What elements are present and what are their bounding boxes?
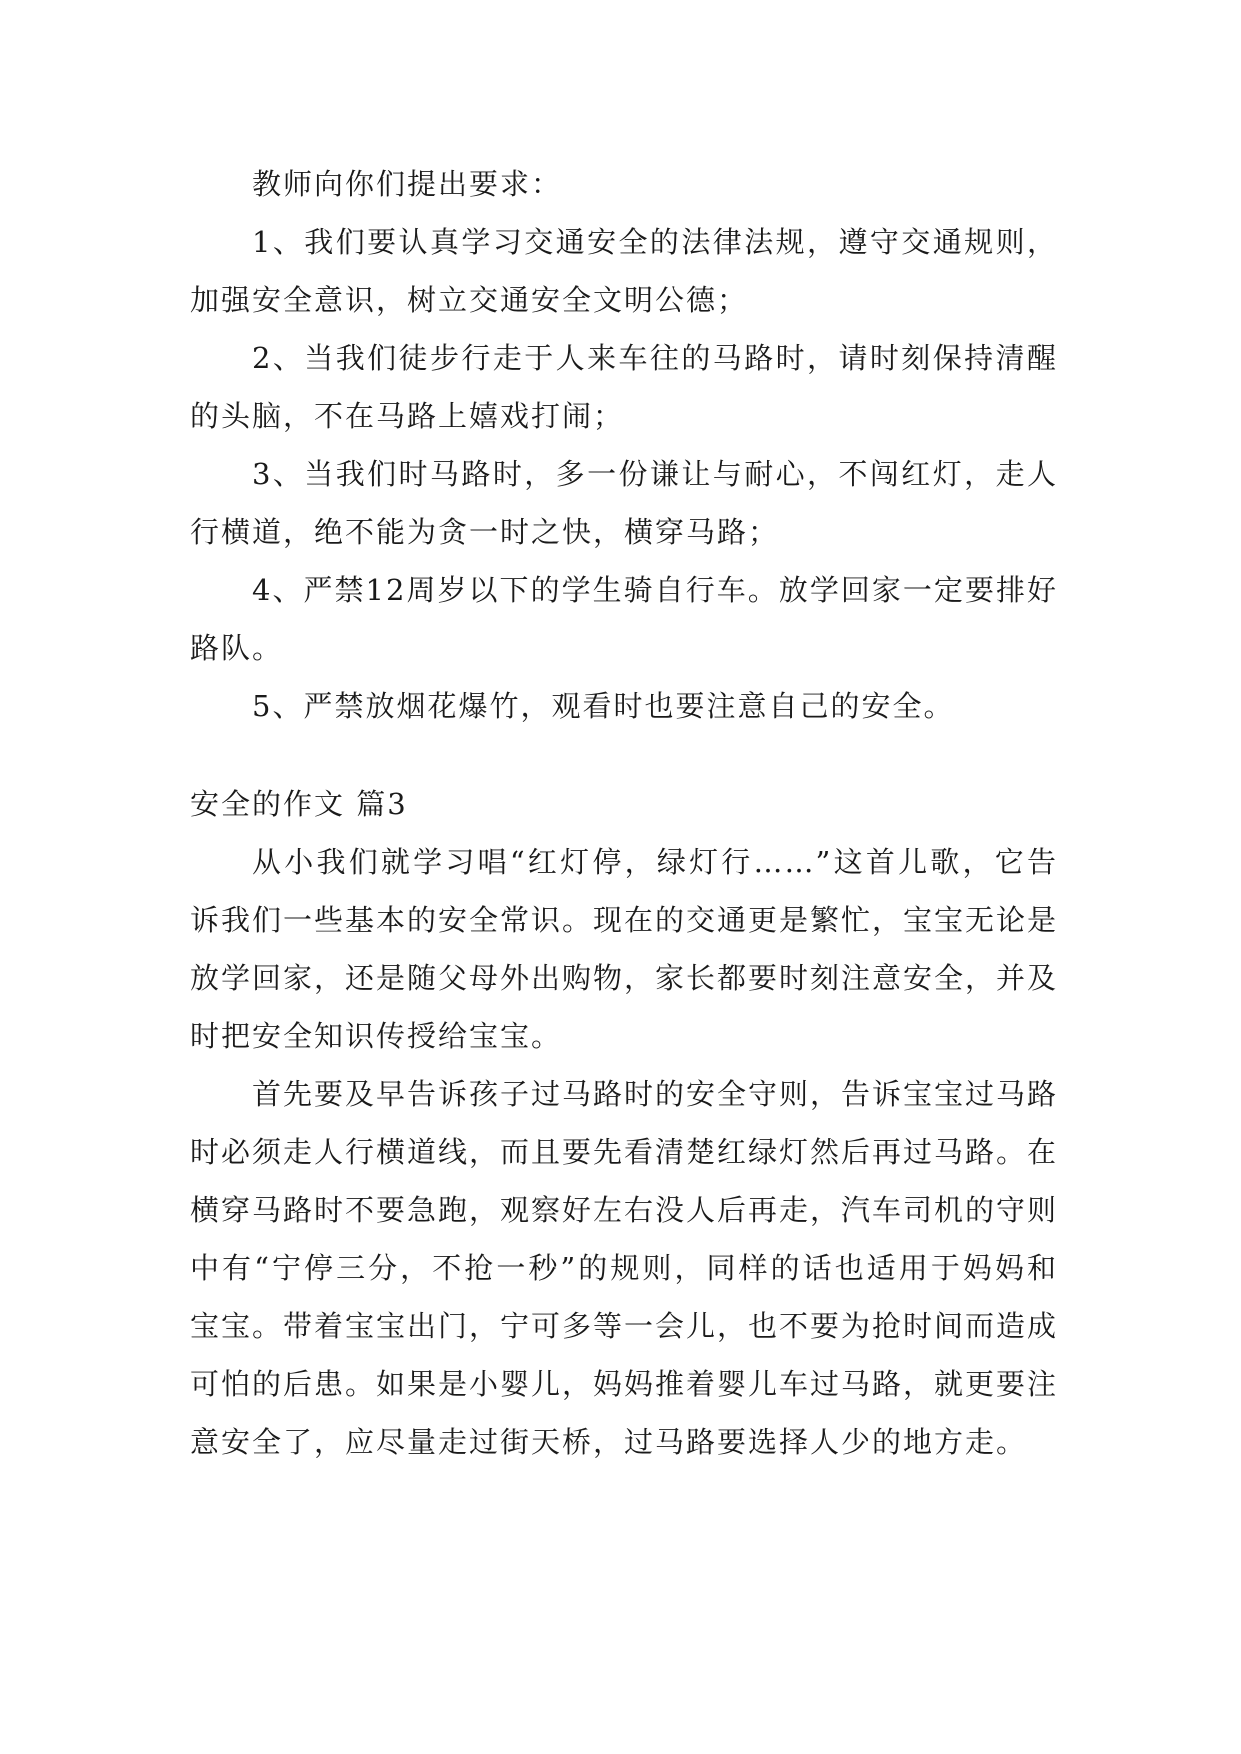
section-heading: 安全的作文 篇3 [190, 787, 408, 821]
rule-item-3: 3、当我们时马路时，多一份谦让与耐心，不闯红灯，走人行横道，绝不能为贪一时之快，横穿马路； [190, 457, 1058, 549]
body-paragraph-1: 从小我们就学习唱“红灯停，绿灯行……”这首儿歌，它告诉我们一些基本的安全常识。现在的交通更是繁忙，宝宝无论是放学回家，还是随父母外出购物，家长都要时刻注意安全，并及时把安全知识传授给宝宝。 [190, 845, 1059, 1053]
section-intro: 教师向你们提出要求： [252, 167, 563, 201]
rule-item-5: 5、严禁放烟花爆竹，观看时也要注意自己的安全。 [252, 689, 955, 723]
body-paragraph-2: 首先要及早告诉孩子过马路时的安全守则，告诉宝宝过马路时必须走人行横道线，而且要先看清楚红绿灯然后再过马路。在横穿马路时不要急跑，观察好左右没人后再走，汽车司机的守则中有“宁停三分，不抢一秒”的规则，同样的话也适用于妈妈和宝宝。带着宝宝出门，宁可多等一会儿，也不要为抢时间而造成可怕的后患。如果是小婴儿，妈妈推着婴儿车过马路，就更要注意安全了，应尽量走过街天桥，过马路要选择人少的地方走。 [190, 1077, 1059, 1459]
document-body [190, 155, 1058, 1471]
rule-item-4: 4、严禁12周岁以下的学生骑自行车。放学回家一定要排好路队。 [190, 573, 1058, 665]
rule-item-2: 2、当我们徒步行走于人来车往的马路时，请时刻保持清醒的头脑，不在马路上嬉戏打闹； [190, 341, 1058, 433]
rule-item-1: 1、我们要认真学习交通安全的法律法规，遵守交通规则，加强安全意识，树立交通安全文明公德； [190, 225, 1058, 317]
